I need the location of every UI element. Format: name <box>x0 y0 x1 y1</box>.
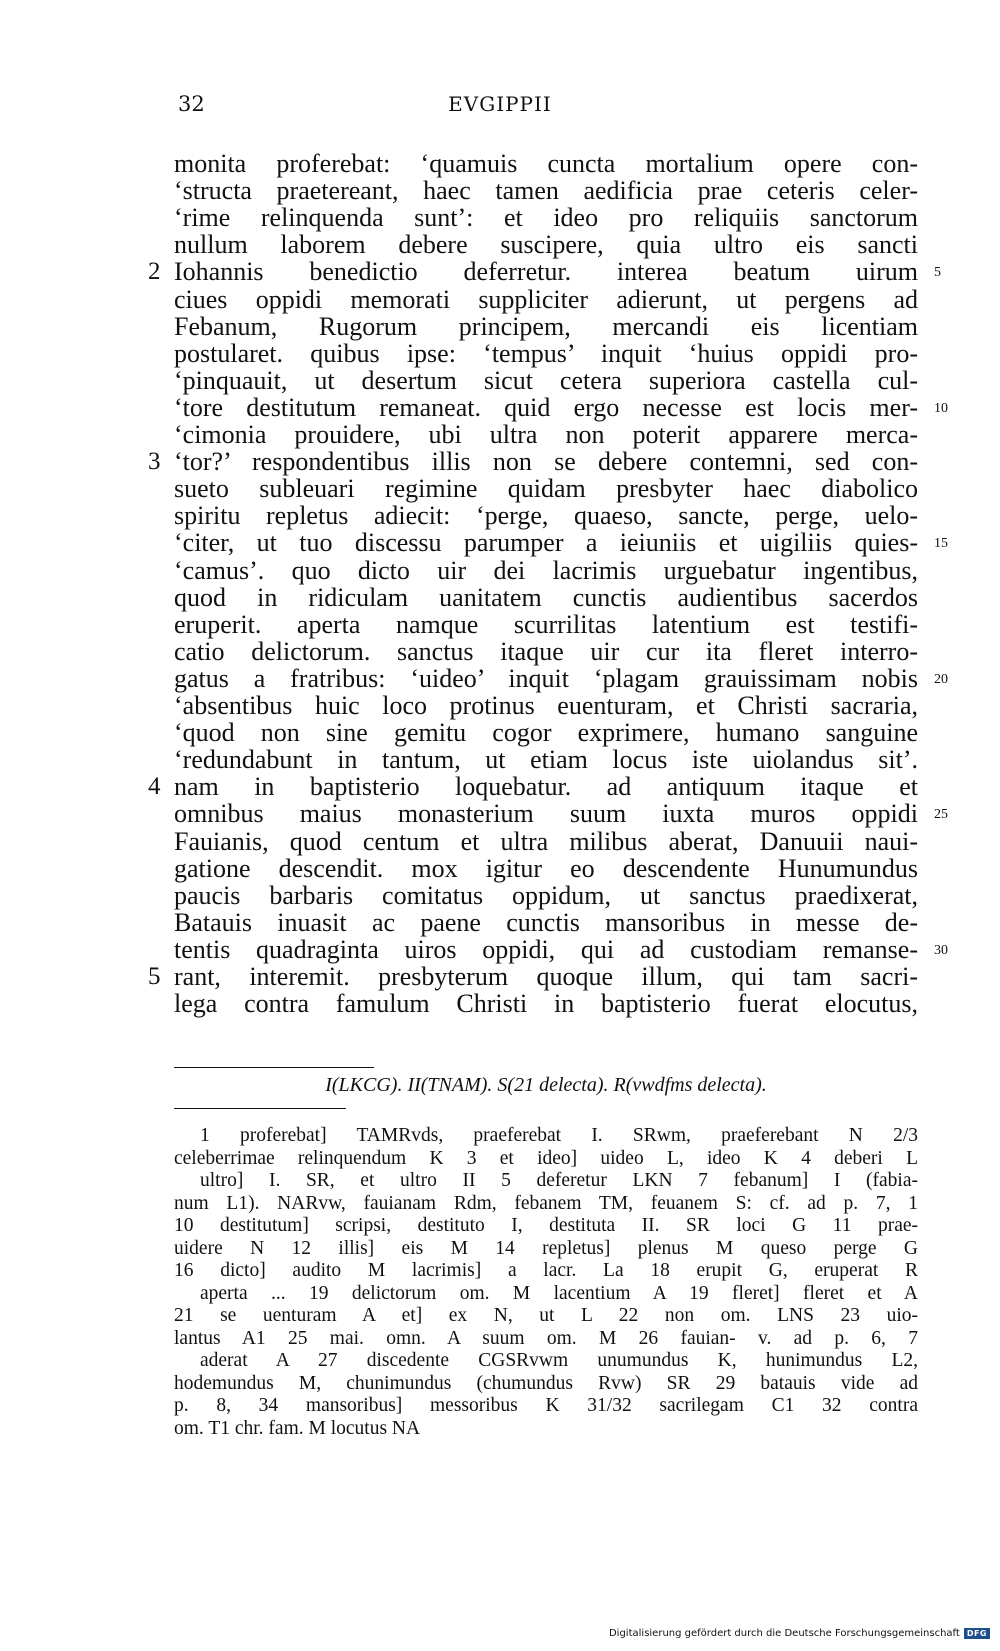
line-text: ‘absentibus huic loco protinus euenturam, et Christi sacraria, <box>174 691 918 720</box>
text-line <box>0 990 1000 1018</box>
text-line <box>0 936 1000 964</box>
apparatus-line <box>174 1147 918 1170</box>
line-text: ‘tore destitutum remaneat. quid ergo necesse est locis mer- <box>174 392 918 422</box>
apparatus-text: aperta ... 19 delictorum om. M lacentium A 19 fleret] fleret et A <box>200 1282 918 1304</box>
line-number: 25 <box>934 807 948 823</box>
running-head <box>0 92 1000 122</box>
text-line <box>0 909 1000 937</box>
apparatus-text: 21 se uenturam A et] ex N, ut L 22 non om. LNS 23 uio- <box>174 1305 918 1326</box>
line-text: ‘pinquauit, ut desertum sicut cetera superiora castella cul- <box>174 365 918 395</box>
line-text: spiritu repletus adiecit: ‘perge, quaeso, sancte, perge, uelo- <box>174 501 918 531</box>
section-number: 3 <box>148 448 161 476</box>
line-text: omnibus maius monasterium suum iuxta muros oppidi <box>174 799 918 829</box>
text-line <box>0 448 1000 476</box>
apparatus-line <box>174 1349 918 1372</box>
manuscript-sigla: I(LKCG). II(TNAM). S(21 delecta). R(vwdfms delecta). <box>325 1074 767 1096</box>
text-line <box>0 557 1000 585</box>
apparatus-text: celeberrimae relinquendum K 3 et ideo] uideo L, ideo K 4 deberi L <box>174 1147 918 1169</box>
text-line <box>0 340 1000 368</box>
line-text: ‘citer, ut tuo discessu parumper a ieiuniis et uigiliis quies- <box>174 528 918 558</box>
apparatus-text: om. T1 chr. fam. M locutus NA <box>174 1417 421 1439</box>
text-line <box>0 421 1000 449</box>
apparatus-text: 1 proferebat] TAMRvds, praeferebat I. SRwm, praeferebant N 2/3 <box>200 1125 918 1146</box>
apparatus-text: lantus A1 25 mai. omn. A suum om. M 26 fauian- v. ad p. 6, 7 <box>174 1327 918 1349</box>
text-line <box>0 692 1000 720</box>
apparatus-line <box>174 1259 918 1282</box>
text-line <box>0 611 1000 639</box>
apparatus-line <box>174 1214 918 1237</box>
line-text: Batauis inuasit ac paene cunctis mansoribus in messe de- <box>174 907 918 937</box>
line-text: gatione descendit. mox igitur eo descendente Hunumundus <box>174 853 918 883</box>
digitization-credit <box>609 1628 990 1639</box>
apparatus-line <box>174 1417 918 1440</box>
dfg-logo-icon: DFG <box>964 1628 990 1639</box>
line-number: 30 <box>934 942 948 958</box>
line-text: rant, interemit. presbyterum quoque illum, qui tam sacri- <box>174 962 918 991</box>
line-text: quod in ridiculam uanitatem cunctis audientibus sacerdos <box>174 582 918 612</box>
apparatus-line <box>174 1394 918 1417</box>
line-text: ciues oppidi memorati suppliciter adierunt, ut pergens ad <box>174 284 918 314</box>
line-text: ‘structa praetereant, haec tamen aedificia prae ceteris celer- <box>174 176 918 206</box>
line-text: ‘cimonia prouidere, ubi ultra non poterit apparere merca- <box>174 420 918 449</box>
apparatus-line <box>174 1237 918 1260</box>
text-line <box>0 529 1000 557</box>
apparatus-text: hodemundus M, chunimundus (chumundus Rvw) SR 29 batauis vide ad <box>174 1372 918 1394</box>
line-number: 10 <box>934 400 948 416</box>
line-text: lega contra famulum Christi in baptisterio fuerat elocutus, <box>174 989 918 1019</box>
text-line <box>0 475 1000 503</box>
line-text: Iohannis benedictio deferretur. interea beatum uirum <box>174 257 918 287</box>
apparatus-line <box>174 1282 918 1305</box>
credit-text: Digitalisierung gefördert durch die Deutsche Forschungsgemeinschaft <box>608 1628 960 1639</box>
line-number: 15 <box>934 536 948 552</box>
line-text: monita proferebat: ‘quamuis cuncta mortalium opere con- <box>174 149 918 178</box>
line-number: 20 <box>934 671 948 687</box>
running-title: EVGIPPII <box>448 92 552 116</box>
section-number: 5 <box>148 963 161 990</box>
line-text: nam in baptisterio loquebatur. ad antiquum itaque et <box>174 772 918 802</box>
text-line <box>0 963 1000 991</box>
text-line <box>0 855 1000 883</box>
text-line <box>0 150 1000 178</box>
line-text: ‘rime relinquenda sunt’: et ideo pro reliquiis sanctorum <box>174 203 918 233</box>
apparatus-text: num L1). NARvw, fauianam Rdm, febanem TM, feuanem S: cf. ad p. 7, 1 <box>174 1192 918 1214</box>
line-text: tentis quadraginta uiros oppidi, qui ad custodiam remanse- <box>174 934 918 964</box>
text-line <box>0 719 1000 747</box>
apparatus-text: p. 8, 34 mansoribus] messoribus K 31/32 sacrilegam C1 32 contra <box>174 1395 918 1416</box>
line-text: ‘redundabunt in tantum, ut etiam locus iste uiolandus sit’. <box>174 745 918 775</box>
page-number: 32 <box>178 92 205 116</box>
text-line <box>0 746 1000 774</box>
text-line <box>0 502 1000 530</box>
apparatus-text: 10 destitutum] scripsi, destituto I, destituta II. SR loci G 11 prae- <box>174 1215 918 1236</box>
divider-rule <box>174 1108 346 1109</box>
divider-rule <box>174 1067 374 1068</box>
text-line <box>0 394 1000 422</box>
apparatus-text: 16 dicto] audito M lacrimis] a lacr. La 18 erupit G, eruperat R <box>174 1260 918 1281</box>
line-text: ‘quod non sine gemitu cogor exprimere, humano sanguine <box>174 718 918 748</box>
text-line <box>0 313 1000 341</box>
line-number: 5 <box>934 265 941 281</box>
line-text: catio delictorum. sanctus itaque uir cur ita fleret interro- <box>174 636 918 666</box>
line-text: sueto subleuari regimine quidam presbyter haec diabolico <box>174 474 918 504</box>
apparatus-line <box>174 1327 918 1350</box>
apparatus-line <box>174 1192 918 1215</box>
apparatus-line <box>174 1304 918 1327</box>
apparatus-text: ultro] I. SR, et ultro II 5 deferetur LKN 7 febanum] I (fabia- <box>200 1170 918 1191</box>
text-line <box>0 773 1000 801</box>
line-text: gatus a fratribus: ‘uideo’ inquit ‘plagam grauissimam nobis <box>174 663 918 693</box>
text-line <box>0 367 1000 395</box>
section-number: 4 <box>148 773 161 801</box>
line-text: postularet. quibus ipse: ‘tempus’ inquit ‘huius oppidi pro- <box>174 338 918 368</box>
line-text: nullum laborem debere suscipere, quia ultro eis sancti <box>174 230 918 260</box>
text-line <box>0 882 1000 910</box>
text-line <box>0 258 1000 286</box>
text-line <box>0 828 1000 856</box>
text-line <box>0 204 1000 232</box>
line-text: eruperit. aperta namque scurrilitas latentium est testifi- <box>174 609 918 639</box>
apparatus-line <box>174 1124 918 1147</box>
apparatus-line <box>174 1169 918 1192</box>
apparatus-text: aderat A 27 discedente CGSRvwm unumundus K, hunimundus L2, <box>200 1350 918 1371</box>
apparatus-line <box>174 1372 918 1395</box>
line-text: Fauianis, quod centum et ultra milibus aberat, Danuuii naui- <box>174 826 918 856</box>
text-line <box>0 177 1000 205</box>
line-text: Febanum, Rugorum principem, mercandi eis licentiam <box>174 311 918 341</box>
line-text: ‘camus’. quo dicto uir dei lacrimis urguebatur ingentibus, <box>174 555 918 585</box>
text-line <box>0 231 1000 259</box>
apparatus-text: uidere N 12 illis] eis M 14 repletus] plenus M queso perge G <box>174 1237 918 1259</box>
line-text: ‘tor?’ respondentibus illis non se debere contemni, sed con- <box>174 447 918 477</box>
text-line <box>0 286 1000 314</box>
text-line <box>0 665 1000 693</box>
text-line <box>0 800 1000 828</box>
section-number: 2 <box>148 258 161 286</box>
text-line <box>0 584 1000 612</box>
line-text: paucis barbaris comitatus oppidum, ut sanctus praedixerat, <box>174 880 918 910</box>
text-line <box>0 638 1000 666</box>
